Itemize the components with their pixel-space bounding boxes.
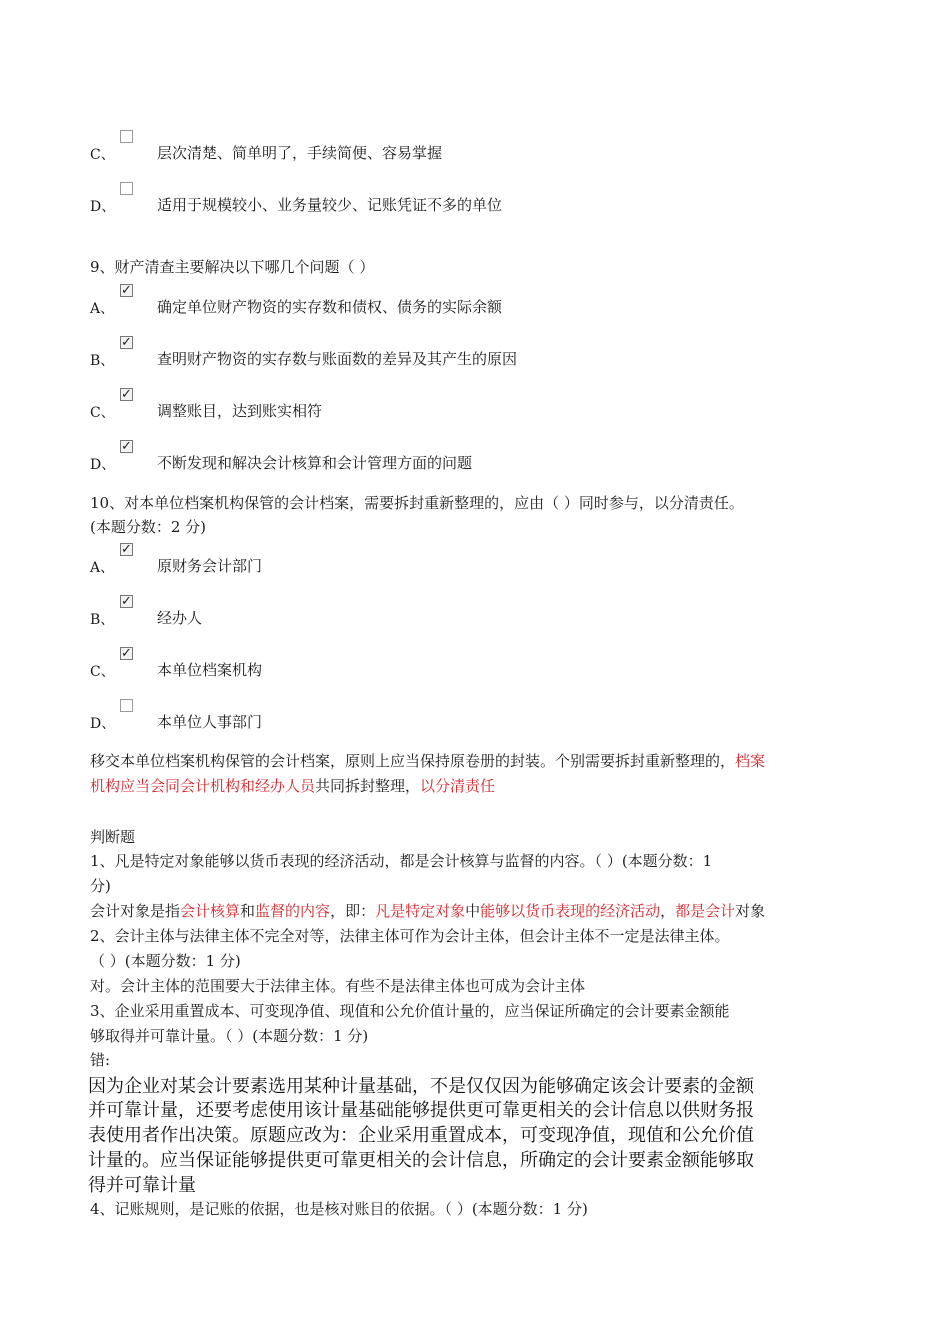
- option-text: 不断发现和解决会计核算和会计管理方面的问题: [157, 454, 473, 472]
- q10-option-a: [90, 543, 850, 583]
- option-text: 层次清楚、简单明了，手续简便、容易掌握: [157, 144, 443, 162]
- tf-q2-line1: 2、会计主体与法律主体不完全对等，法律主体可作为会计主体，但会计主体不一定是法律主体。: [90, 927, 730, 945]
- checkbox-checked[interactable]: ✓: [121, 283, 132, 298]
- option-letter: D、: [90, 457, 116, 473]
- option-letter: C、: [90, 405, 115, 421]
- q10-explanation-line2: [90, 775, 495, 796]
- option-letter: A、: [90, 301, 115, 317]
- q9-option-c: [90, 388, 850, 428]
- tf-q3-line2: 够取得并可靠计量。（ ）(本题分数：1 分): [90, 1027, 369, 1045]
- q10-explanation-line1: [90, 750, 765, 771]
- option-letter: C、: [90, 664, 115, 680]
- option-text: 适用于规模较小、业务量较少、记账凭证不多的单位: [157, 196, 503, 214]
- option-letter: C、: [90, 147, 115, 163]
- answer-text: 和: [240, 902, 256, 920]
- q10-question-line2: (本题分数：2 分): [90, 518, 207, 536]
- tf-q3-answer-line: 计量的。应当保证能够提供更可靠更相关的会计信息，所确定的会计要素金额能够取: [88, 1150, 754, 1171]
- q10-question-line1: 10、对本单位档案机构保管的会计档案，需要拆封重新整理的，应由（ ）同时参与，以分清责任。: [90, 494, 744, 512]
- answer-highlight: 会计核算: [180, 902, 241, 920]
- answer-highlight: 能够以货币表现的经济活动: [480, 902, 661, 920]
- tf-q1-answer: [90, 900, 765, 921]
- q8-option-d: [90, 182, 850, 222]
- option-letter: B、: [90, 353, 115, 369]
- option-letter: D、: [90, 716, 116, 732]
- tf-q1-line2: 分): [90, 877, 111, 895]
- checkbox-checked[interactable]: ✓: [121, 542, 132, 557]
- checkbox-checked[interactable]: ✓: [121, 335, 132, 350]
- answer-text: 会计对象是指: [90, 902, 181, 920]
- q9-option-a: [90, 284, 850, 324]
- q9-option-d: [90, 440, 850, 480]
- option-text: 原财务会计部门: [157, 557, 263, 575]
- answer-text: ，即：: [330, 902, 376, 920]
- answer-highlight: 监督的内容: [255, 902, 331, 920]
- q10-option-b: [90, 595, 850, 635]
- explanation-text: 移交本单位档案机构保管的会计档案，原则上应当保持原卷册的封装。个别需要拆封重新整理的，: [90, 752, 736, 770]
- q10-option-c: [90, 647, 850, 687]
- option-letter: B、: [90, 612, 115, 628]
- tf-q3-answer-line: 因为企业对某会计要素选用某种计量基础，不是仅仅因为能够确定该会计要素的金额: [88, 1076, 754, 1097]
- option-text: 确定单位财产物资的实存数和债权、债务的实际余额: [157, 298, 503, 316]
- checkbox[interactable]: [120, 130, 133, 143]
- explanation-text: 共同拆封整理，: [315, 777, 421, 795]
- answer-highlight: 凡是特定对象: [375, 902, 466, 920]
- checkbox[interactable]: [120, 182, 133, 195]
- tf-q3-line1: 3、企业采用重置成本、可变现净值、现值和公允价值计量的，应当保证所确定的会计要素金额能: [90, 1002, 730, 1020]
- option-text: 本单位人事部门: [157, 713, 263, 731]
- tf-q3-answer-line: 并可靠计量，还要考虑使用该计量基础能够提供更可靠更相关的会计信息以供财务报: [88, 1100, 754, 1121]
- explanation-highlight: 机构应当会同会计机构和经办人员: [90, 777, 316, 795]
- tf-q2-answer: 对。会计主体的范围要大于法律主体。有些不是法律主体也可成为会计主体: [90, 977, 586, 995]
- answer-text: 中: [465, 902, 481, 920]
- explanation-highlight: 档案: [735, 752, 766, 770]
- answer-text: ，: [660, 902, 676, 920]
- option-text: 经办人: [157, 609, 203, 627]
- q10-option-d: [90, 699, 850, 739]
- option-letter: D、: [90, 199, 116, 215]
- option-text: 查明财产物资的实存数与账面数的差异及其产生的原因: [157, 350, 518, 368]
- option-text: 调整账目，达到账实相符: [157, 402, 323, 420]
- option-letter: A、: [90, 560, 115, 576]
- checkbox-checked[interactable]: ✓: [121, 594, 132, 609]
- section-heading: 判断题: [90, 828, 136, 846]
- tf-q4-line1: 4、记账规则，是记账的依据，也是核对账目的依据。（ ）(本题分数：1 分): [90, 1200, 588, 1218]
- q8-option-c: [90, 130, 850, 170]
- tf-q3-answer-line: 表使用者作出决策。原题应改为：企业采用重置成本，可变现净值，现值和公允价值: [88, 1125, 754, 1146]
- option-text: 本单位档案机构: [157, 661, 263, 679]
- explanation-highlight: 以分清责任: [420, 777, 496, 795]
- tf-q2-line2: （ ）(本题分数：1 分): [90, 952, 241, 970]
- checkbox[interactable]: [120, 699, 133, 712]
- q9-question: 9、财产清查主要解决以下哪几个问题（ ）: [90, 258, 375, 276]
- tf-q1-line1: 1、凡是特定对象能够以货币表现的经济活动，都是会计核算与监督的内容。（ ）(本题分数：1: [90, 852, 713, 870]
- checkbox-checked[interactable]: ✓: [121, 387, 132, 402]
- answer-text: 对象: [735, 902, 766, 920]
- checkbox-checked[interactable]: ✓: [121, 439, 132, 454]
- tf-q3-answer-head: 错:: [90, 1051, 111, 1069]
- answer-highlight: 都是会计: [675, 902, 736, 920]
- tf-q3-answer-line: 得并可靠计量: [88, 1175, 196, 1196]
- q9-option-b: [90, 336, 850, 376]
- checkbox-checked[interactable]: ✓: [121, 646, 132, 661]
